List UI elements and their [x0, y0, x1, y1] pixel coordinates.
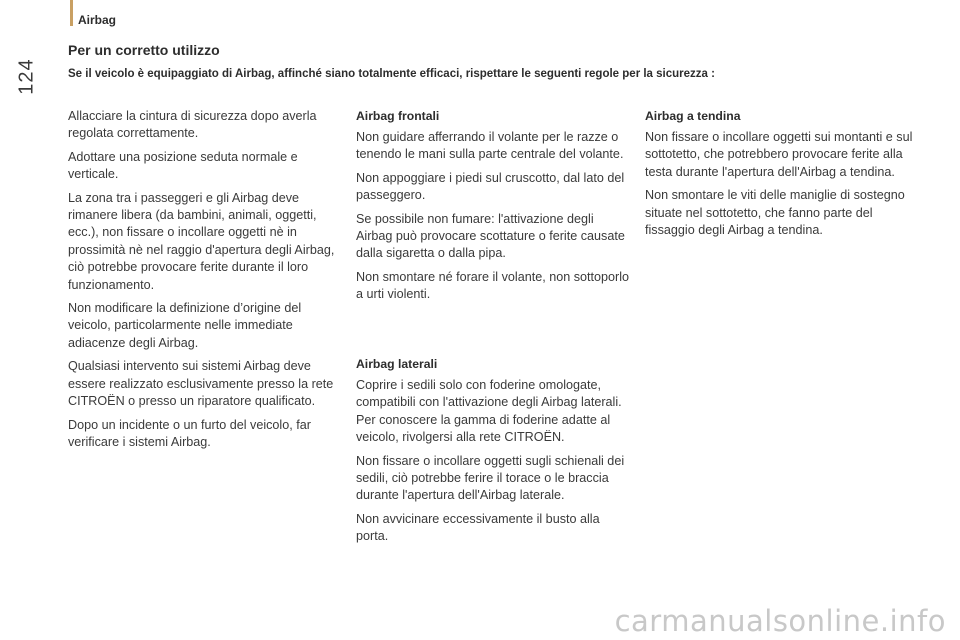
section-label: Airbag: [78, 13, 117, 27]
paragraph: Non fissare o incollare oggetti sui montanti e sul sottotetto, che potrebbero provocare ferite alla testa durante l'apertura dell'Airbag a tendina.: [645, 130, 913, 179]
frontal-airbag-heading: Airbag frontali: [356, 109, 440, 123]
paragraph: Dopo un incidente o un furto del veicolo, far verificare i sistemi Airbag.: [68, 417, 311, 449]
curtain-airbag-heading: Airbag a tendina: [645, 109, 741, 123]
general-rules-column: [68, 108, 344, 457]
paragraph: Non fissare o incollare oggetti sugli schienali dei sedili, ciò potrebbe ferire il torace o le braccia durante l'apertura dell'Airbag laterale.: [356, 453, 625, 503]
paragraph: Coprire i sedili solo con foderine omologate, compatibili con l'attivazione degli Airbag laterali. Per conoscere la gamma di foderine adatte al veicolo, rivolgersi alla rete CITROËN.: [356, 378, 622, 445]
paragraph: Non appoggiare i piedi sul cruscotto, dal lato del passeggero.: [356, 170, 625, 203]
lateral-airbag-section: [356, 356, 632, 552]
watermark: carmanualsonline.info: [614, 604, 946, 638]
page-title: Per un corretto utilizzo: [68, 42, 220, 58]
paragraph: Qualsiasi intervento sui sistemi Airbag deve essere realizzato esclusivamente presso la rete CITROËN o presso un riparatore qualificato.: [68, 359, 334, 409]
paragraph: Adottare una posizione seduta normale e verticale.: [68, 149, 298, 182]
paragraph: Non smontare né forare il volante, non sottoporlo a urti violenti.: [356, 269, 630, 302]
paragraph: Non guidare afferrando il volante per le razze o tenendo le mani sulla parte centrale del volante.: [356, 130, 624, 162]
paragraph: Non smontare le viti delle maniglie di sostegno situate nel sottotetto, che fanno parte del fissaggio degli Airbag a tendina.: [645, 188, 905, 238]
paragraph: La zona tra i passeggeri e gli Airbag deve rimanere libera (da bambini, animali, oggetti, ecc.), non fissare o incollare oggetti nè in prossimità nè nel raggio d'apertura degli Airbag, ciò potrebbe provocare ferite durante il loro funzionamento.: [68, 190, 335, 292]
paragraph: Se possibile non fumare: l'attivazione degli Airbag può provocare scottature o ferite causate dalla sigaretta o dalla pipa.: [356, 211, 625, 261]
paragraph: Non avvicinare eccessivamente il busto alla porta.: [356, 511, 600, 544]
page-number: 124: [15, 57, 38, 95]
curtain-airbag-section: [645, 108, 921, 245]
paragraph: Non modificare la definizione d’origine del veicolo, particolarmente nelle immediate adiacenze degli Airbag.: [68, 301, 302, 350]
lateral-airbag-heading: Airbag laterali: [356, 357, 438, 371]
section-accent-bar: [70, 0, 73, 26]
paragraph: Allacciare la cintura di sicurezza dopo averla regolata correttamente.: [68, 109, 317, 141]
frontal-airbag-section: [356, 108, 632, 310]
intro-text: Se il veicolo è equipaggiato di Airbag, affinché siano totalmente efficaci, rispettare le seguenti regole per la sicurezza :: [68, 68, 715, 80]
